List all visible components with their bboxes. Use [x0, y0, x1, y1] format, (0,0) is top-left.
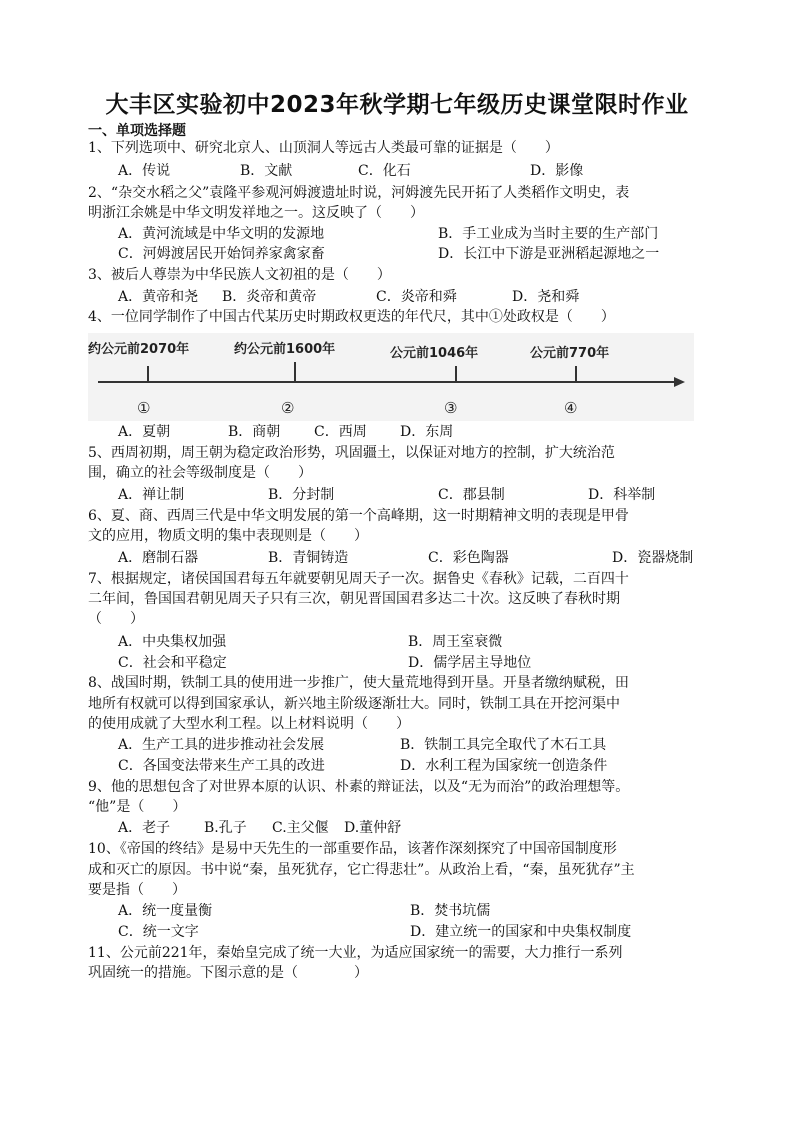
q2-option-c: C．河姆渡居民开始饲养家禽家畜	[118, 246, 325, 262]
timeline-label-1: 约公元前2070年	[88, 342, 190, 357]
timeline-marker-1: ①	[137, 399, 151, 417]
question-2-stem-line-1: 2、“杂交水稻之父”袁隆平参观河姆渡遗址时说，河姆渡先民开拓了人类稻作文明史，表	[88, 185, 630, 201]
q10-option-b: B．焚书坑儒	[410, 903, 491, 919]
section-title: 一、单项选择题	[88, 123, 186, 139]
q4-option-d: D．东周	[400, 424, 454, 440]
q8-option-d: D．水利工程为国家统一创造条件	[400, 758, 608, 774]
question-1-stem: 1、下列选项中、研究北京人、山顶洞人等远古人类最可靠的证据是（ ）	[88, 140, 559, 156]
timeline-marker-2: ②	[281, 399, 295, 417]
timeline-marker-4: ④	[564, 399, 578, 417]
q5-option-d: D．科举制	[588, 487, 656, 503]
q1-option-a: A．传说	[118, 163, 171, 179]
q6-option-a: A．磨制石器	[118, 550, 199, 566]
q3-option-b: B．炎帝和黄帝	[222, 289, 317, 305]
q10-option-d: D．建立统一的国家和中央集权制度	[410, 924, 632, 940]
q4-option-a: A．夏朝	[118, 424, 171, 440]
question-7-stem-line-3: （ ）	[88, 611, 144, 627]
q6-option-c: C．彩色陶器	[428, 550, 509, 566]
question-8-stem-line-1: 8、战国时期，铁制工具的使用进一步推广，使大量荒地得到开垦。开垦者缴纳赋税，田	[88, 675, 629, 691]
q3-option-d: D．尧和舜	[512, 289, 580, 305]
question-10-stem-line-3: 要是指（ ）	[88, 882, 186, 898]
question-10-stem-line-2: 成和灭亡的原因。书中说“秦，虽死犹存，它亡得悲壮”。从政治上看，“秦，虽死犹存”主	[88, 862, 635, 878]
question-9-stem-line-1: 9、他的思想包含了对世界本原的认识、朴素的辩证法，以及“无为而治”的政治理想等。	[88, 779, 630, 795]
q8-option-a: A．生产工具的进步推动社会发展	[118, 737, 325, 753]
question-7-stem-line-1: 7、根据规定，诸侯国国君每五年就要朝见周天子一次。据鲁史《春秋》记载，二百四十	[88, 571, 629, 587]
question-6-stem-line-1: 6、夏、商、西周三代是中华文明发展的第一个高峰期，这一时期精神文明的表现是甲骨	[88, 508, 629, 524]
question-5-stem-line-2: 围，确立的社会等级制度是（ ）	[88, 465, 312, 481]
page-title: 大丰区实验初中2023年秋学期七年级历史课堂限时作业	[105, 92, 689, 118]
q8-option-c: C．各国变法带来生产工具的改进	[118, 758, 325, 774]
question-8-stem-line-2: 地所有权就可以得到国家承认，新兴地主阶级逐渐壮大。同时，铁制工具在开挖河渠中	[88, 696, 620, 712]
question-7-stem-line-2: 二年间，鲁国国君朝见周天子只有三次，朝见晋国国君多达二十次。这反映了春秋时期	[88, 591, 620, 607]
q5-option-b: B．分封制	[268, 487, 335, 503]
q2-option-b: B．手工业成为当时主要的生产部门	[438, 226, 659, 242]
q1-option-d: D．影像	[530, 163, 584, 179]
q4-option-c: C．西周	[314, 424, 367, 440]
chronology-timeline	[88, 333, 694, 421]
q9-option-c: C.主父偃	[272, 820, 329, 836]
q4-option-b: B．商朝	[228, 424, 281, 440]
timeline-label-3: 公元前1046年	[390, 346, 479, 361]
timeline-label-2: 约公元前1600年	[234, 342, 336, 357]
q7-option-a: A．中央集权加强	[118, 634, 227, 650]
q7-option-d: D．儒学居主导地位	[408, 655, 532, 671]
q7-option-b: B．周王室衰微	[408, 634, 503, 650]
question-5-stem-line-1: 5、西周初期，周王朝为稳定政治形势，巩固疆土，以保证对地方的控制，扩大统治范	[88, 445, 615, 461]
question-11-stem-line-2: 巩固统一的措施。下图示意的是（ ）	[88, 965, 368, 981]
q10-option-a: A．统一度量衡	[118, 903, 213, 919]
q1-option-b: B．文献	[240, 163, 293, 179]
question-11-stem-line-1: 11、公元前221年，秦始皇完成了统一大业，为适应国家统一的需要，大力推行一系列	[88, 945, 623, 961]
q9-option-d: D.董仲舒	[344, 820, 402, 836]
q3-option-c: C．炎帝和舜	[376, 289, 457, 305]
q1-option-c: C．化石	[358, 163, 411, 179]
q9-option-a: A．老子	[118, 820, 171, 836]
question-8-stem-line-3: 的使用成就了大型水利工程。以上材料说明（ ）	[88, 716, 410, 732]
q8-option-b: B．铁制工具完全取代了木石工具	[400, 737, 607, 753]
q6-option-b: B．青铜铸造	[268, 550, 349, 566]
question-9-stem-line-2: “他”是（ ）	[88, 799, 187, 815]
question-4-stem: 4、一位同学制作了中国古代某历史时期政权更迭的年代尺，其中①处政权是（ ）	[88, 309, 615, 325]
question-6-stem-line-2: 文的应用，物质文明的集中表现则是（ ）	[88, 528, 368, 544]
q7-option-c: C．社会和平稳定	[118, 655, 227, 671]
q6-option-d: D．瓷器烧制	[612, 550, 694, 566]
q10-option-c: C．统一文字	[118, 924, 199, 940]
q5-option-c: C．郡县制	[438, 487, 505, 503]
q2-option-d: D．长江中下游是亚洲稻起源地之一	[438, 246, 660, 262]
question-2-stem-line-2: 明浙江余姚是中华文明发祥地之一。这反映了（ ）	[88, 205, 424, 221]
timeline-marker-3: ③	[444, 399, 458, 417]
q3-option-a: A．黄帝和尧	[118, 289, 199, 305]
q2-option-a: A．黄河流域是中华文明的发源地	[118, 226, 325, 242]
q5-option-a: A．禅让制	[118, 487, 185, 503]
question-10-stem-line-1: 10、《帝国的终结》是易中天先生的一部重要作品，该著作深刻探究了中国帝国制度形	[88, 841, 617, 857]
q9-option-b: B.孔子	[204, 820, 247, 836]
question-3-stem: 3、被后人尊崇为中华民族人文初祖的是（ ）	[88, 267, 391, 283]
timeline-label-4: 公元前770年	[530, 346, 610, 361]
